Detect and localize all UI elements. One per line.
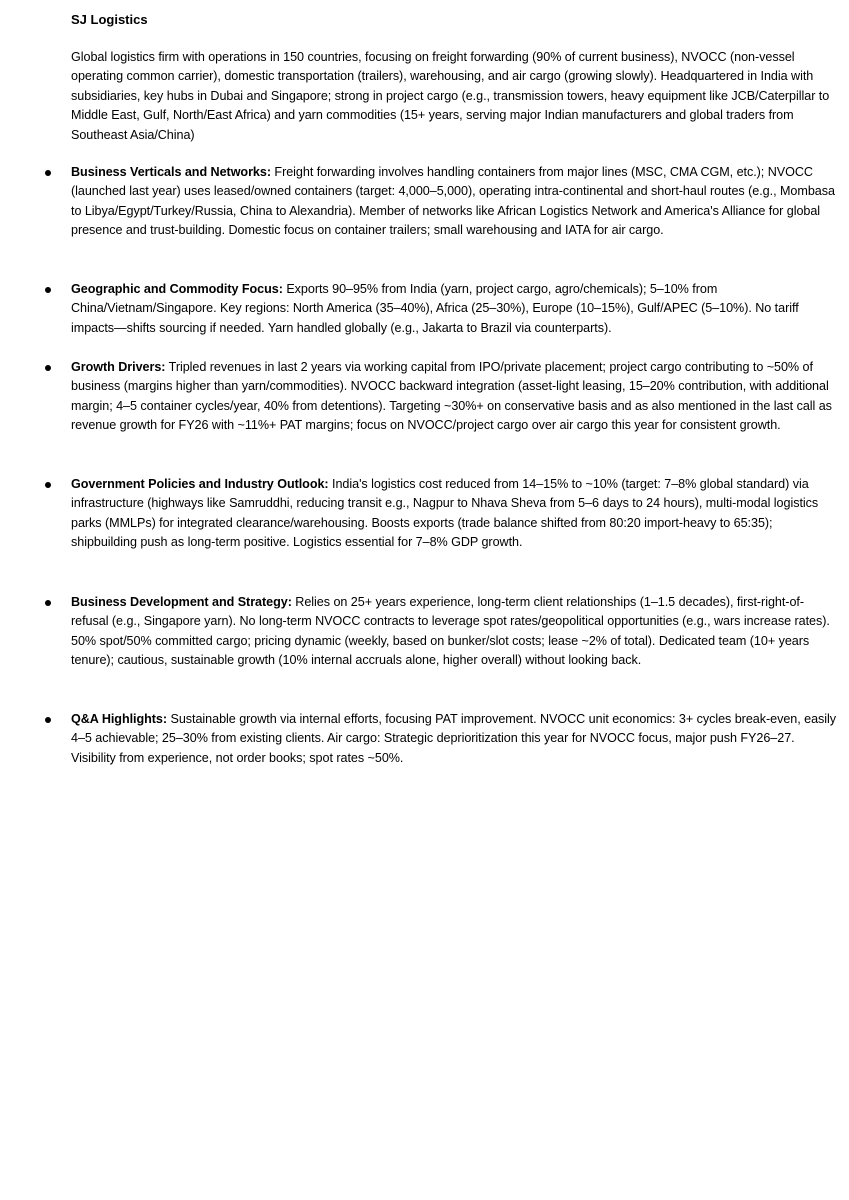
bullet-dot-icon — [45, 287, 51, 293]
bullet-heading: Geographic and Commodity Focus: — [71, 282, 283, 296]
bullet-body: Freight forwarding involves handling containers from major lines (MSC, CMA CGM, etc.); NVOCC (launched last year) uses leased/owned containers (target: 4,000–5,000), operating intra-continental and short-haul routes (e.g., Mombasa to Libya/Egypt/Turkey/Russia, China to Alexandria). Member of networks like African Logistics Network and America's Alliance for global presence and trust-building. Domestic focus on container trailers; small warehousing and IATA for air cargo. — [71, 165, 835, 238]
bullet-heading: Growth Drivers: — [71, 360, 166, 374]
bullet-heading: Government Policies and Industry Outlook: — [71, 477, 329, 491]
intro-paragraph: Global logistics firm with operations in 150 countries, focusing on freight forwarding (90% of current business), NVOCC (non-vessel operating common carrier), domestic transportation (trailers), warehousing, and air cargo (growing slowly). Headquartered in India with subsidiaries, key hubs in Dubai and Singapore; strong in project cargo (e.g., transmission towers, heavy equipment like JCB/Caterpillar to Middle East, Gulf, North/East Africa) and yarn commodities (15+ years, serving major Indian manufacturers and global traders from Southeast Asia/China) — [71, 50, 830, 142]
bullet-body: Relies on 25+ years experience, long-term client relationships (1–1.5 decades), first-right-of-refusal (e.g., Singapore yarn). No long-term NVOCC contracts to leverage spot rates/geopolitical opportunities (e.g., wars increase rates). 50% spot/50% committed cargo; pricing dynamic (weekly, based on bunker/slot costs; lease ~2% of total). Dedicated team (10+ years tenure); cautious, sustainable growth (10% internal accruals alone, higher overall) without looking back. — [71, 595, 830, 668]
document-title: SJ Logistics — [71, 12, 148, 27]
bullet-heading: Business Development and Strategy: — [71, 595, 292, 609]
bullet-heading: Business Verticals and Networks: — [71, 165, 271, 179]
bullet-dot-icon — [45, 482, 51, 488]
bullet-body: Tripled revenues in last 2 years via working capital from IPO/private placement; project cargo contributing to ~50% of business (margins higher than yarn/commodities). NVOCC backward integration (asset-light leasing, 15–20% contribution, with additional margin; 4–5 container cycles/year, 40% from detentions). Targeting ~30%+ on conservative basis and as also mentioned in the last call as revenue growth for FY26 with ~11%+ PAT margins; focus on NVOCC/project cargo over air cargo this year for consistent growth. — [71, 360, 832, 433]
bullet-dot-icon — [45, 170, 51, 176]
bullet-dot-icon — [45, 717, 51, 723]
bullet-body: India's logistics cost reduced from 14–15% to ~10% (target: 7–8% global standard) via infrastructure (highways like Samruddhi, reducing transit e.g., Nagpur to Nhava Sheva from 5–6 days to 24 hours), multi-modal logistics parks (MMLPs) for integrated clearance/warehousing. Boosts exports (trade balance shifted from 80:20 import-heavy to 65:35); shipbuilding push as long-term positive. Logistics essential for 7–8% GDP growth. — [71, 477, 819, 550]
bullet-body: Sustainable growth via internal efforts, focusing PAT improvement. NVOCC unit economics: 3+ cycles break-even, easily 4–5 achievable; 25–30% from existing clients. Air cargo: Strategic deprioritization this year for NVOCC focus, major push FY26–27. Visibility from experience, not order books; spot rates ~50%. — [71, 712, 837, 765]
bullet-dot-icon — [45, 600, 51, 606]
bullet-dot-icon — [45, 365, 51, 371]
bullet-body: Exports 90–95% from India (yarn, project cargo, agro/chemicals); 5–10% from China/Vietnam/Singapore. Key regions: North America (35–40%), Africa (25–30%), Europe (10–15%), Gulf/APEC (5–10%). No tariff impacts—shifts sourcing if needed. Yarn handled globally (e.g., Jakarta to Brazil via counterparts). — [71, 282, 799, 335]
bullet-heading: Q&A Highlights: — [71, 712, 168, 726]
